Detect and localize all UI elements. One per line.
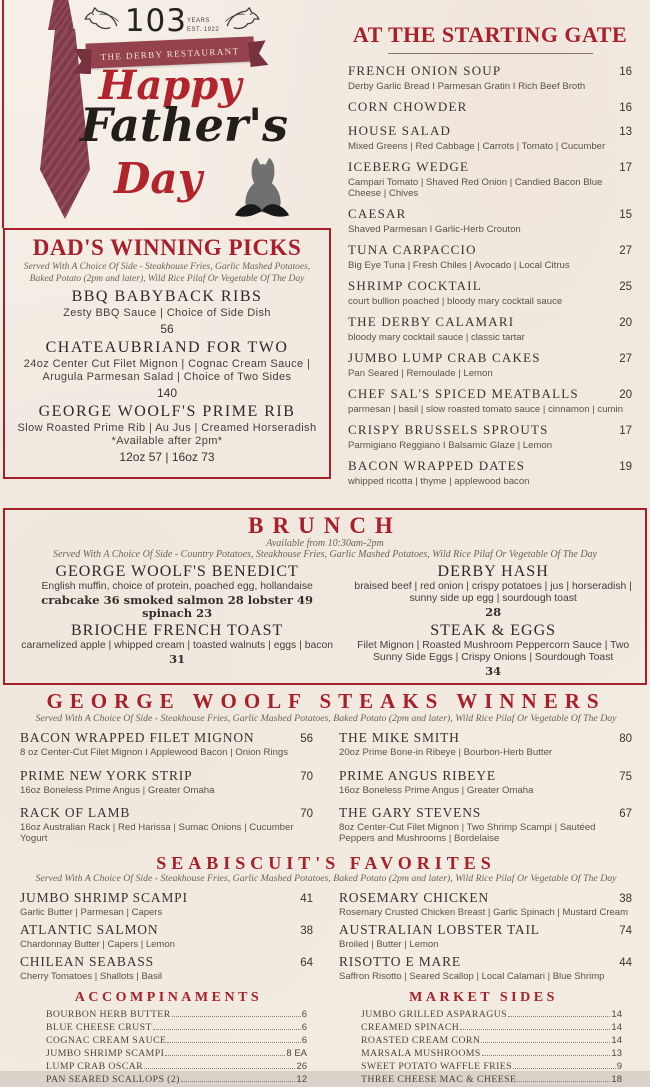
menu-item-price: 38 [619,893,632,905]
menu-item-price: 27 [619,353,632,365]
steaks-title: GEORGE WOOLF STEAKS WINNERS [46,689,606,713]
side-item-name: LUMP CRAB OSCAR [46,1061,144,1072]
side-item-price: 18 [611,1074,622,1085]
menu-item-description: 20oz Prime Bone-in Ribeye | Bourbon-Herb Butter [339,747,553,758]
side-item-price: 14 [611,1022,622,1033]
side-item-row [46,1035,307,1048]
menu-item-row [348,422,632,439]
side-item-price: 14 [611,1009,622,1020]
menu-item-name: PRIME NEW YORK STRIP [20,767,193,783]
menu-item-price: 17 [619,162,632,174]
menu-item-description: Derby Garlic Bread I Parmesan Gratin I Rich Beef Broth [348,81,586,92]
menu-item-price: 56 [300,733,313,745]
menu-item-description: 16oz Boneless Prime Angus | Greater Omaha [20,784,215,796]
menu-item-name: SHRIMP COCKTAIL [348,278,482,293]
left-column [0,0,336,500]
menu-item [13,288,321,336]
accompinaments-list [20,1009,317,1087]
menu-item-name: CHEF SAL'S SPICED MEATBALLS [348,386,579,401]
menu-item-price: 70 [300,770,313,783]
menu-item-description: parmesan | basil | slow roasted tomato sauce | cinnamon | cumin [348,404,623,415]
menu-item-row [348,159,632,176]
steaks-note: Served With A Choice Of Side - Steakhouse Fries, Garlic Mashed Potatoes, Baked Potato (2pm and later), Wild Rice Pilaf Or Vegetable Of The Day [35,713,617,724]
menu-item-price: 20 [619,389,632,401]
menu-item [348,123,632,152]
menu-item-price: 140 [156,386,178,400]
menu-item-row [348,206,632,223]
brunch-availability: Available from 10:30am-2pm [266,538,384,549]
menu-item-name: PRIME ANGUS RIBEYE [339,767,496,783]
menu-item-description: Mixed Greens | Red Cabbage | Carrots | Tomato | Cucumber [348,141,606,152]
menu-item [348,63,632,92]
menu-item-price: 31 [169,652,186,666]
menu-item-name: CHATEAUBRIAND FOR TWO [45,339,289,356]
menu-item [348,206,632,235]
menu-item [348,159,632,199]
menu-item [339,730,632,759]
menu-item-row [339,922,632,939]
menu-item-description: English muffin, choice of protein, poached egg, hollandaise [41,581,313,592]
brunch-section [3,508,647,685]
side-item-price: 13 [611,1048,622,1059]
ribbon-text: THE DERBY RESTAURANT [100,45,240,63]
greeting-day: Day [113,154,203,203]
menu-item-row [20,922,313,939]
menu-item [348,242,632,271]
menu-item-description: whipped ricotta | thyme | applewood bacon [348,476,530,487]
side-item-row [361,1074,622,1087]
side-item-name: JUMBO SHRIMP SCAMPI [46,1048,165,1059]
menu-item-name: RACK OF LAMB [20,805,131,820]
starting-gate-title: AT THE STARTING GATE [352,22,628,47]
menu-item-price: 80 [619,733,632,745]
menu-item [339,890,632,918]
side-item-price: 6 [301,1009,307,1020]
menu-item [17,622,337,678]
steaks-columns [20,730,632,853]
menu-item-price: 74 [619,925,632,937]
menu-item [348,99,632,116]
menu-item-price: 28 [485,605,502,619]
side-item-price: 6 [301,1035,307,1046]
menu-item-name: ICEBERG WEDGE [348,159,470,174]
menu-item-name: AUSTRALIAN LOBSTER TAIL [339,922,540,937]
seabiscuit-columns [20,890,632,986]
greeting-happy: Happy [98,62,242,109]
menu-item-row [348,63,632,80]
side-item-name: PAN SEARED SCALLOPS (2) [46,1074,180,1085]
menu-item [339,922,632,950]
menu-item-description: 8 oz Center-Cut Filet Mignon I Applewood Bacon | Onion Rings [20,747,289,758]
menu-item-description: Rosemary Crusted Chicken Breast | Garlic Spinach | Mustard Cream [339,907,628,918]
market-sides-title: MARKET SIDES [409,990,558,1005]
leader-dots [508,1016,610,1017]
menu-item-description: Cherry Tomatoes | Shallots | Basil [20,971,163,982]
menu-item [13,403,321,464]
bottom-row [0,988,650,1087]
menu-item-price: 12oz 57 | 16oz 73 [119,450,215,464]
menu-item-note: *Available after 2pm* [111,435,223,447]
menu-item-price: 41 [300,893,313,905]
horse-right-icon [224,7,262,36]
menu-item [348,458,632,487]
menu-item-price: 27 [619,245,632,257]
menu-item-name: JUMBO SHRIMP SCAMPI [20,890,188,905]
menu-item-name: BRIOCHE FRENCH TOAST [70,622,284,639]
menu-item-row [348,458,632,475]
side-item-name: BLUE CHEESE CRUST [46,1022,152,1033]
menu-item-description: 24oz Center Cut Filet Mignon | Cognac Cream Sauce | Arugula Parmesan Salad | Choice of Two Sides [23,358,311,383]
logo-years-label: YEARS [186,18,210,24]
menu-item-price: 15 [619,209,632,221]
seabiscuit-title: SEABISCUIT'S FAVORITES [156,853,496,873]
menu-item-description: Slow Roasted Prime Rib | Au Jus | Creamed Horseradish [17,422,317,434]
brunch-note: Served With A Choice Of Side - Country Potatoes, Steakhouse Fries, Garlic Mashed Potatoes, Wild Rice Pilaf Or Vegetable Of The Day [53,549,597,560]
side-item-row [361,1048,622,1061]
menu-item-price: 20 [619,317,632,329]
menu-item-price: 75 [619,770,632,783]
menu-item-price: 16 [619,66,632,78]
side-item-price: 14 [611,1035,622,1046]
menu-item-name: CHILEAN SEABASS [20,954,154,969]
menu-item-description: Shaved Parmesan I Garlic-Herb Crouton [348,224,521,235]
steaks-right-column [339,730,632,853]
seabiscuit-right-column [339,890,632,986]
leader-dots [172,1016,301,1017]
menu-item-description: Garlic Butter | Parmesan | Capers [20,907,163,918]
menu-item-row [20,768,313,785]
brunch-title: BRUNCH [248,513,402,538]
menu-item-row [20,805,313,822]
menu-item-description: court bullion poached | bloody mary cocktail sauce [348,296,563,307]
menu-item-description: Filet Mignon | Roasted Mushroom Peppercorn Sauce | Two Sunny Side Eggs | Crispy Onions | Sourdough Toast [357,640,630,663]
menu-item-description: Broiled | Butter | Lemon [339,939,439,950]
side-item-price: 8 EA [286,1048,307,1059]
menu-item-price: 44 [619,957,632,969]
menu-item-description: braised beef | red onion | crispy potatoes | jus | horseradish | sunny side up egg | sourdough toast [354,581,632,604]
menu-item-price: 17 [619,425,632,437]
steaks-left-column [20,730,313,853]
menu-item-description: Saffron Risotto | Seared Scallop | Local Calamari | Blue Shrimp [339,971,605,982]
leader-dots [181,1081,296,1082]
leader-dots [481,1042,610,1043]
menu-item-description: bloody mary cocktail sauce | classic tartar [348,332,525,343]
menu-item-row [348,314,632,331]
starting-gate-list [348,63,632,487]
menu-item [20,890,313,918]
menu-item [20,730,313,759]
menu-item [348,278,632,307]
side-item-row [361,1022,622,1035]
accompinaments-title: ACCOMPINAMENTS [74,990,263,1005]
menu-item [17,563,337,620]
side-item-row [46,1048,307,1061]
menu-item-row [20,890,313,907]
leader-dots [482,1055,611,1056]
menu-item-name: BACON WRAPPED DATES [348,458,526,473]
menu-item-row [348,278,632,295]
menu-item [348,314,632,343]
side-item-row [46,1009,307,1022]
menu-item-row [20,954,313,971]
logo-est-label: EST. 1922 [186,27,220,33]
side-item-name: JUMBO GRILLED ASPARAGUS [361,1009,508,1020]
menu-item-price: 25 [619,281,632,293]
menu-item-name: BBQ BABYBACK RIBS [71,288,263,305]
menu-item-row [339,730,632,747]
menu-item [339,954,632,982]
logo-side-text [187,18,219,33]
top-row [0,0,650,500]
title-divider [388,53,593,54]
seabiscuit-left-column [20,890,313,986]
menu-item-price: 13 [619,126,632,138]
side-item-row [361,1009,622,1022]
menu-item-price: 16 [619,102,632,114]
menu-item-row [339,768,632,785]
menu-item-description: 16oz Australian Rack | Red Harissa | Sumac Onions | Cucumber Yogurt [20,822,294,844]
side-item-row [46,1022,307,1035]
starting-gate-section [336,0,650,500]
mustache-icon [233,203,291,223]
menu-item-name: RISOTTO E MARE [339,954,461,969]
ribbon-end-right [248,40,269,67]
side-item-name: THREE CHEESE MAC & CHEESE [361,1074,517,1085]
menu-item-price: 19 [619,461,632,473]
market-sides-list [335,1009,632,1087]
menu-item-name: TUNA CARPACCIO [348,242,477,257]
menu-item-row [339,954,632,971]
side-item-price: 9 [616,1061,622,1072]
menu-item-price: crabcake 36 smoked salmon 28 lobster 49 spinach 23 [41,593,313,620]
accompinaments-column [20,990,317,1087]
tie-knot-graphic [48,0,74,30]
side-item-row [361,1061,622,1074]
menu-item-row [348,350,632,367]
greeting-fathers: Father's [79,98,289,152]
logo-number: 103 [124,3,187,39]
menu-item-price: 56 [160,322,174,336]
menu-item-name: JUMBO LUMP CRAB CAKES [348,350,541,365]
menu-item-row [20,730,313,747]
side-item-name: MARSALA MUSHROOMS [361,1048,481,1059]
header-art [0,0,336,228]
side-item-name: ROASTED CREAM CORN [361,1035,481,1046]
menu-item-description: 8oz Center-Cut Filet Mignon | Two Shrimp Scampi | Sautéed Peppers and Mushrooms | Bordelaise [339,822,596,844]
menu-item [348,386,632,415]
logo-number-group [124,3,220,39]
side-item-price: 26 [296,1061,307,1072]
leader-dots [517,1081,610,1082]
menu-item [20,954,313,982]
menu-item-description: Pan Seared | Remoulade | Lemon [348,368,493,379]
side-item-name: CREAMED SPINACH [361,1022,460,1033]
seabiscuit-note: Served With A Choice Of Side - Steakhouse Fries, Garlic Mashed Potatoes, Baked Potato (2pm and later), Wild Rice Pilaf Or Vegetable Of The Day [35,873,617,884]
menu-item-row [339,805,632,822]
menu-item [339,805,632,844]
side-item-price: 6 [301,1022,307,1033]
dads-picks-list [13,288,321,464]
menu-item-name: FRENCH ONION SOUP [348,63,502,78]
dads-picks-note: Served With A Choice Of Side - Steakhouse Fries, Garlic Mashed Potatoes, Baked Potato (2pm and later), Wild Rice Pilaf Or Vegetable Of The Day [23,262,311,284]
menu-item-name: HOUSE SALAD [348,123,452,138]
menu-item-row [339,890,632,907]
horse-left-icon [82,7,120,36]
leader-dots [165,1055,285,1056]
menu-item-row [348,242,632,259]
menu-item-row [348,123,632,140]
menu-item [20,922,313,950]
menu-item-name: CORN CHOWDER [348,99,468,114]
menu-item-name: CRISPY BRUSSELS SPROUTS [348,422,549,437]
leader-dots [513,1068,616,1069]
menu-item [20,805,313,844]
side-item-name: SWEET POTATO WAFFLE FRIES [361,1061,513,1072]
menu-item-description: caramelized apple | whipped cream | toasted walnuts | eggs | bacon [21,640,334,651]
side-item-name: COGNAC CREAM SAUCE [46,1035,167,1046]
menu-item-description: Parmigiano Reggiano I Balsamic Glaze | Lemon [348,440,553,451]
menu-item [348,350,632,379]
menu-item-price: 34 [485,664,502,678]
menu-item [13,339,321,400]
menu-item-name: GEORGE WOOLF'S BENEDICT [55,563,299,580]
menu-item-name: CAESAR [348,206,407,221]
menu-item-name: ROSEMARY CHICKEN [339,890,489,905]
menu-item-name: THE DERBY CALAMARI [348,314,515,329]
menu-item-price: 67 [619,808,632,820]
dads-winning-picks-box [3,228,331,479]
menu-item [345,563,641,620]
menu-item-price: 38 [300,925,313,937]
menu-item-name: GEORGE WOOLF'S PRIME RIB [38,403,296,420]
brunch-list [17,563,633,678]
leader-dots [460,1029,610,1030]
market-sides-column [335,990,632,1087]
menu-item-name: THE MIKE SMITH [339,730,460,745]
side-item-row [46,1061,307,1074]
leader-dots [144,1068,295,1069]
steaks-section [0,689,650,853]
menu-item-price: 70 [300,808,313,820]
side-item-row [46,1074,307,1087]
menu-item-description: 16oz Boneless Prime Angus | Greater Omaha [339,784,534,796]
restaurant-logo [72,3,272,39]
menu-item-name: BACON WRAPPED FILET MIGNON [20,730,255,745]
menu-item-name: DERBY HASH [437,563,549,580]
menu-item-name: THE GARY STEVENS [339,805,482,820]
menu-item-description: Campari Tomato | Shaved Red Onion | Candied Bacon Blue Cheese | Chives [348,177,603,199]
menu-item [339,768,632,797]
menu-item-name: STEAK & EGGS [430,622,557,639]
menu-item-price: 64 [300,957,313,969]
left-edge-rule [2,0,4,228]
side-item-row [361,1035,622,1048]
menu-item-description: Zesty BBQ Sauce | Choice of Side Dish [63,307,271,319]
menu-item-row [348,99,632,116]
seabiscuit-section [0,853,650,986]
menu-item-description: Chardonnay Butter | Capers | Lemon [20,939,175,950]
menu-item [20,768,313,797]
menu-item [348,422,632,451]
dads-picks-title: DAD'S WINNING PICKS [32,235,302,260]
menu-item-row [348,386,632,403]
menu-item-name: ATLANTIC SALMON [20,922,159,937]
leader-dots [153,1029,301,1030]
menu-item-description: Big Eye Tuna | Fresh Chiles | Avocado | Local Citrus [348,260,570,271]
side-item-name: BOURBON HERB BUTTER [46,1009,171,1020]
leader-dots [167,1042,300,1043]
side-item-price: 12 [296,1074,307,1085]
menu-item [345,622,641,678]
